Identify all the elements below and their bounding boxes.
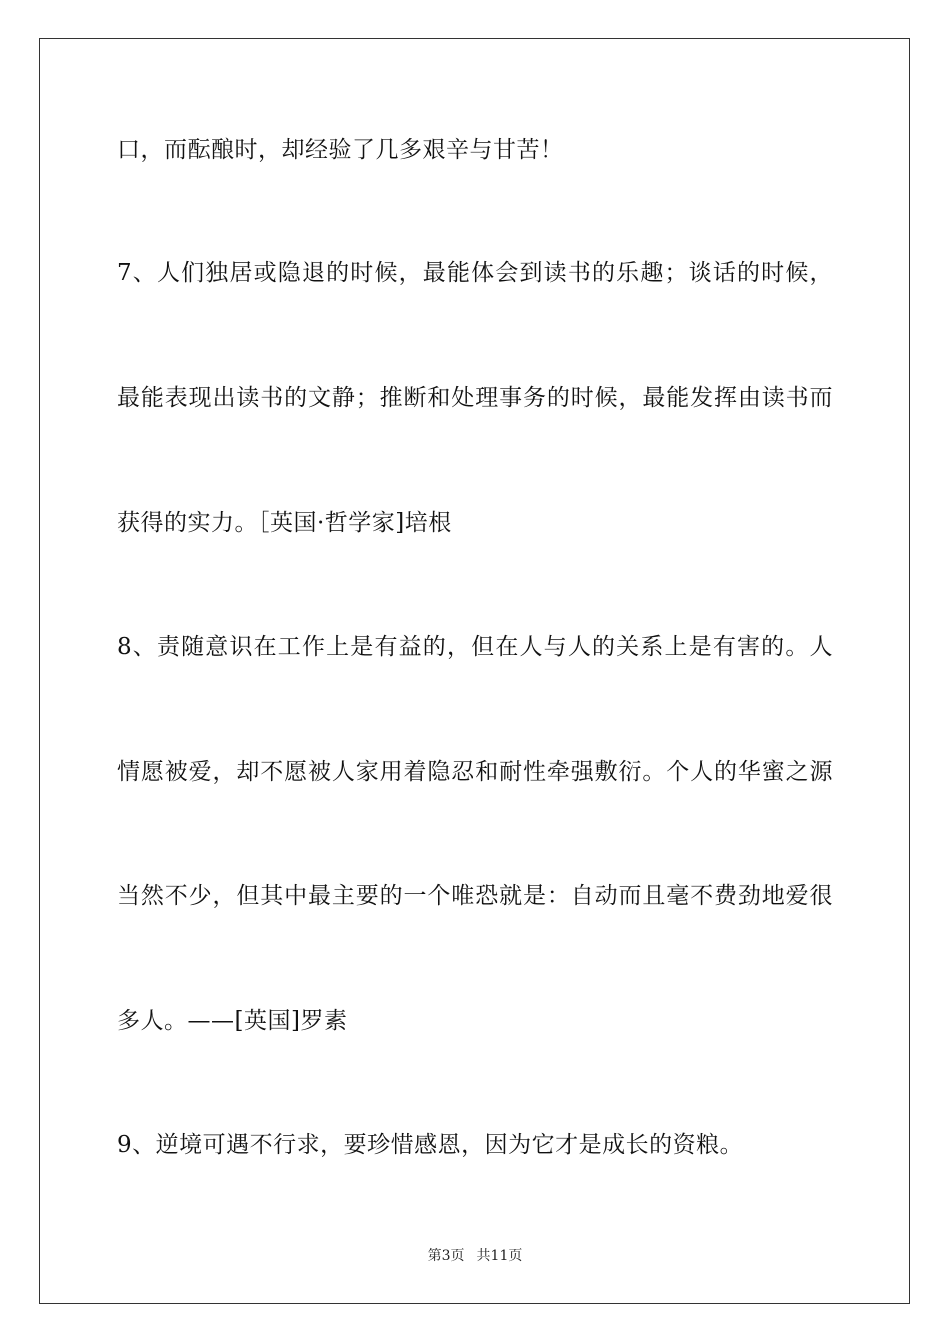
current-page-number: 第3页 xyxy=(427,1248,465,1264)
text-line-5: 8、责随意识在工作上是有益的，但在人与人的关系上是有害的。人 xyxy=(117,634,833,660)
text-line-2: 7、人们独居或隐退的时候，最能体会到读书的乐趣；谈话的时候， xyxy=(117,260,833,286)
page-footer xyxy=(0,1247,950,1265)
text-line-1: 口，而酝酿时，却经验了几多艰辛与甘苦！ xyxy=(117,137,564,163)
text-line-6: 情愿被爱，却不愿被人家用着隐忍和耐性牵强敷衍。个人的华蜜之源 xyxy=(117,759,833,785)
page-frame xyxy=(39,38,910,1304)
text-line-8: 多人。——[英国]罗素 xyxy=(117,1008,348,1034)
text-line-4: 获得的实力。［英国·哲学家]培根 xyxy=(117,510,452,536)
text-line-3: 最能表现出读书的文静；推断和处理事务的时候，最能发挥由读书而 xyxy=(117,385,833,411)
text-line-7: 当然不少，但其中最主要的一个唯恐就是：自动而且毫不费劲地爱很 xyxy=(117,883,833,909)
text-line-9: 9、逆境可遇不行求，要珍惜感恩，因为它才是成长的资粮。 xyxy=(117,1132,744,1158)
total-pages: 共11页 xyxy=(476,1248,523,1264)
